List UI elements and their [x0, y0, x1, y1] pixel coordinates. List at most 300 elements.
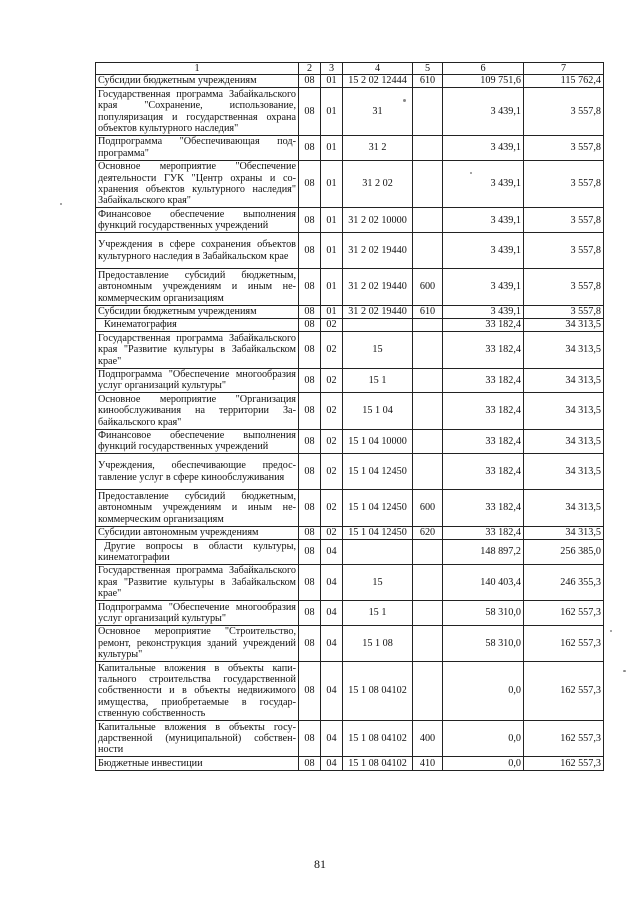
row-subsection-cell	[321, 721, 343, 757]
row-amount-year2-cell	[524, 454, 604, 490]
table-row	[96, 135, 604, 160]
table-row	[96, 601, 604, 626]
row-amount-year2-cell	[524, 625, 604, 661]
row-amount-year2-text: 34 313,5	[565, 466, 601, 478]
row-subsection-cell	[321, 88, 343, 136]
row-section-text: 08	[304, 546, 315, 558]
table-row	[96, 269, 604, 305]
row-name-cell	[96, 564, 299, 600]
row-target-article-text: 15 2 02 12444	[348, 75, 407, 87]
row-expense-type-text: 610	[419, 306, 436, 318]
row-subsection-text: 02	[326, 344, 337, 356]
row-amount-year1-cell	[443, 160, 524, 208]
table-row	[96, 490, 604, 526]
row-subsection-text: 02	[326, 435, 337, 447]
table-row	[96, 208, 604, 233]
row-amount-year1-cell	[443, 233, 524, 269]
row-section-text: 08	[304, 637, 315, 649]
row-section-text: 08	[304, 607, 315, 619]
row-subsection-text: 01	[326, 281, 337, 293]
table-row	[96, 332, 604, 368]
row-amount-year2-text: 34 313,5	[565, 527, 601, 539]
row-section-text: 08	[304, 405, 315, 417]
row-name-text: Учреждения, обеспечивающие предоставление услуг в сфере кинообслуживания	[98, 460, 296, 483]
table-row	[96, 393, 604, 429]
row-section-cell	[299, 305, 321, 318]
row-amount-year1-cell	[443, 601, 524, 626]
row-target-article-cell	[343, 601, 413, 626]
row-subsection-cell	[321, 269, 343, 305]
row-target-article-text: 15 1 04	[362, 405, 393, 417]
table-row	[96, 305, 604, 318]
row-name-text: Предоставление субсидий бюджетным, автономным учреждениям и иным некоммерческим организациям	[98, 269, 296, 304]
row-target-article-cell	[343, 625, 413, 661]
row-subsection-text: 02	[326, 319, 337, 331]
row-target-article-text: 15 1 08 04102	[348, 732, 407, 744]
row-subsection-text: 01	[326, 245, 337, 257]
row-section-cell	[299, 454, 321, 490]
row-amount-year2-text: 3 557,8	[570, 178, 601, 190]
row-subsection-cell	[321, 393, 343, 429]
row-expense-type-text: 620	[419, 527, 436, 539]
row-amount-year1-text: 148 897,2	[480, 546, 521, 558]
table-row	[96, 721, 604, 757]
row-subsection-text: 01	[326, 214, 337, 226]
row-amount-year2-text: 256 385,0	[560, 546, 601, 558]
row-name-text: Финансовое обеспечение выполнения функций государственных учреждений	[98, 208, 296, 232]
row-section-text: 08	[304, 502, 315, 514]
row-amount-year1-cell	[443, 269, 524, 305]
row-section-text: 08	[304, 374, 315, 386]
row-section-cell	[299, 269, 321, 305]
row-amount-year1-cell	[443, 757, 524, 770]
row-target-article-text: 31 2 02 19440	[348, 245, 407, 257]
row-target-article-cell	[343, 662, 413, 721]
row-subsection-cell	[321, 662, 343, 721]
row-amount-year1-cell	[443, 75, 524, 88]
row-section-cell	[299, 368, 321, 393]
row-expense-type-cell	[413, 540, 443, 565]
row-amount-year1-cell	[443, 625, 524, 661]
table-row	[96, 625, 604, 661]
row-subsection-text: 02	[326, 527, 337, 539]
row-subsection-cell	[321, 429, 343, 454]
row-expense-type-cell	[413, 233, 443, 269]
row-amount-year1-text: 3 439,1	[490, 281, 521, 293]
row-target-article-cell	[343, 721, 413, 757]
row-amount-year2-cell	[524, 526, 604, 539]
budget-sheet	[95, 62, 603, 771]
row-amount-year1-text: 0,0	[508, 757, 521, 769]
row-section-text: 08	[304, 576, 315, 588]
row-expense-type-cell	[413, 601, 443, 626]
row-amount-year1-cell	[443, 393, 524, 429]
row-target-article-text: 15 1 04 12450	[348, 466, 407, 478]
row-name-text: Основное мероприятие "Строительство, ремонт, реконструкция зданий учреждений культуры"	[98, 626, 296, 661]
row-target-article-cell	[343, 490, 413, 526]
row-name-text: Подпрограмма "Обеспечивающая подпрограмма"	[98, 136, 296, 159]
row-target-article-text: 15 1 08 04102	[348, 757, 407, 769]
table-row	[96, 75, 604, 88]
row-section-cell	[299, 564, 321, 600]
row-target-article-text: 15 1 04 12450	[348, 527, 407, 539]
row-section-cell	[299, 490, 321, 526]
row-amount-year1-text: 33 182,4	[485, 435, 521, 447]
row-name-cell	[96, 318, 299, 331]
scan-speck	[610, 630, 612, 632]
row-name-cell	[96, 490, 299, 526]
row-amount-year2-text: 34 313,5	[565, 435, 601, 447]
table-row	[96, 526, 604, 539]
row-expense-type-cell	[413, 332, 443, 368]
row-subsection-text: 02	[326, 374, 337, 386]
row-amount-year2-cell	[524, 318, 604, 331]
row-amount-year1-cell	[443, 490, 524, 526]
budget-table	[95, 62, 604, 771]
row-subsection-text: 01	[326, 306, 337, 318]
row-section-text: 08	[304, 527, 315, 539]
row-name-cell	[96, 233, 299, 269]
row-target-article-cell	[343, 135, 413, 160]
row-amount-year2-cell	[524, 75, 604, 88]
row-name-cell	[96, 454, 299, 490]
row-name-text: Государственная программа Забайкальского края "Сохранение, использование, популяризация и государственная охрана объектов культурного наследия"	[98, 88, 296, 135]
row-section-text: 08	[304, 214, 315, 226]
row-subsection-text: 01	[326, 75, 337, 87]
row-section-text: 08	[304, 178, 315, 190]
row-name-text: Подпрограмма "Обеспечение многообразия услуг организаций культуры"	[98, 601, 296, 624]
row-amount-year1-text: 0,0	[508, 732, 521, 744]
row-subsection-cell	[321, 160, 343, 208]
row-section-text: 08	[304, 319, 315, 331]
row-section-cell	[299, 429, 321, 454]
row-expense-type-cell	[413, 490, 443, 526]
row-expense-type-cell	[413, 564, 443, 600]
row-amount-year2-cell	[524, 564, 604, 600]
row-expense-type-cell	[413, 393, 443, 429]
row-amount-year2-text: 34 313,5	[565, 374, 601, 386]
table-row	[96, 429, 604, 454]
row-target-article-text: 15	[372, 576, 383, 588]
row-name-text: Предоставление субсидий бюджетным, автономным учреждениям и иным некоммерческим организациям	[98, 490, 296, 525]
row-section-cell	[299, 135, 321, 160]
row-target-article-cell	[343, 208, 413, 233]
row-section-cell	[299, 233, 321, 269]
row-expense-type-text: 600	[419, 502, 436, 514]
row-subsection-cell	[321, 564, 343, 600]
row-amount-year2-text: 162 557,3	[560, 607, 601, 619]
table-row	[96, 454, 604, 490]
header-col-4: 4	[343, 63, 413, 75]
row-expense-type-cell	[413, 208, 443, 233]
row-section-text: 08	[304, 245, 315, 257]
scan-speck	[470, 172, 472, 174]
row-amount-year1-cell	[443, 429, 524, 454]
row-target-article-text: 15 1 08	[362, 637, 393, 649]
row-subsection-text: 02	[326, 466, 337, 478]
row-section-cell	[299, 75, 321, 88]
row-amount-year2-text: 162 557,3	[560, 757, 601, 769]
row-expense-type-cell	[413, 662, 443, 721]
row-amount-year1-text: 33 182,4	[485, 344, 521, 356]
row-subsection-text: 02	[326, 405, 337, 417]
row-amount-year2-cell	[524, 429, 604, 454]
row-expense-type-cell	[413, 429, 443, 454]
row-section-cell	[299, 601, 321, 626]
table-row	[96, 233, 604, 269]
row-expense-type-text: 400	[419, 732, 436, 744]
row-amount-year2-cell	[524, 490, 604, 526]
row-expense-type-cell	[413, 757, 443, 770]
row-amount-year2-text: 162 557,3	[560, 732, 601, 744]
row-amount-year2-cell	[524, 721, 604, 757]
row-target-article-cell	[343, 368, 413, 393]
row-name-cell	[96, 721, 299, 757]
row-name-text: Учреждения в сфере сохранения объектов культурного наследия в Забайкальском крае	[98, 239, 296, 262]
row-amount-year1-cell	[443, 208, 524, 233]
row-name-cell	[96, 601, 299, 626]
scan-speck	[403, 99, 406, 102]
row-amount-year1-text: 3 439,1	[490, 142, 521, 154]
row-section-cell	[299, 625, 321, 661]
row-amount-year2-cell	[524, 88, 604, 136]
row-target-article-cell	[343, 454, 413, 490]
row-amount-year1-text: 58 310,0	[485, 637, 521, 649]
header-col-5: 5	[413, 63, 443, 75]
row-target-article-text: 15 1	[368, 607, 387, 619]
row-name-cell	[96, 305, 299, 318]
row-amount-year2-text: 3 557,8	[570, 214, 601, 226]
row-target-article-cell	[343, 540, 413, 565]
row-subsection-text: 04	[326, 637, 337, 649]
row-name-text: Основное мероприятие "Организация кинообслуживания на территории Забайкальского края"	[98, 393, 296, 428]
row-amount-year2-cell	[524, 540, 604, 565]
row-target-article-text: 31 2 02 19440	[348, 281, 407, 293]
row-amount-year2-cell	[524, 662, 604, 721]
row-amount-year2-cell	[524, 305, 604, 318]
row-expense-type-cell	[413, 721, 443, 757]
row-section-text: 08	[304, 757, 315, 769]
row-amount-year1-text: 33 182,4	[485, 502, 521, 514]
row-section-text: 08	[304, 105, 315, 117]
row-amount-year1-text: 3 439,1	[490, 105, 521, 117]
row-name-cell	[96, 540, 299, 565]
row-subsection-cell	[321, 318, 343, 331]
row-target-article-cell	[343, 564, 413, 600]
row-section-text: 08	[304, 732, 315, 744]
row-section-cell	[299, 662, 321, 721]
row-amount-year2-text: 115 762,4	[560, 75, 601, 87]
row-amount-year1-cell	[443, 454, 524, 490]
row-name-text: Бюджетные инвестиции	[98, 757, 203, 769]
row-amount-year2-text: 34 313,5	[565, 319, 601, 331]
row-expense-type-cell	[413, 305, 443, 318]
row-name-cell	[96, 368, 299, 393]
row-amount-year2-text: 34 313,5	[565, 344, 601, 356]
row-amount-year2-cell	[524, 269, 604, 305]
row-name-cell	[96, 208, 299, 233]
row-subsection-text: 04	[326, 685, 337, 697]
row-target-article-cell	[343, 526, 413, 539]
row-subsection-cell	[321, 601, 343, 626]
row-subsection-cell	[321, 135, 343, 160]
row-name-text: Капитальные вложения в объекты капитального строительства государственной собственности и в объекты недвижимого имущества, приобретаемые в государственную собственность	[98, 662, 296, 720]
header-col-6: 6	[443, 63, 524, 75]
row-amount-year1-cell	[443, 332, 524, 368]
row-amount-year2-cell	[524, 368, 604, 393]
row-subsection-text: 04	[326, 757, 337, 769]
row-name-cell	[96, 662, 299, 721]
row-subsection-text: 04	[326, 732, 337, 744]
row-section-text: 08	[304, 466, 315, 478]
row-amount-year1-cell	[443, 662, 524, 721]
row-target-article-cell	[343, 429, 413, 454]
row-subsection-cell	[321, 208, 343, 233]
header-col-2: 2	[299, 63, 321, 75]
row-name-text: Субсидии бюджетным учреждениям	[98, 75, 257, 87]
row-section-cell	[299, 757, 321, 770]
row-expense-type-cell	[413, 88, 443, 136]
row-amount-year1-text: 109 751,6	[480, 75, 521, 87]
row-subsection-cell	[321, 454, 343, 490]
row-target-article-cell	[343, 318, 413, 331]
row-amount-year2-cell	[524, 332, 604, 368]
row-amount-year2-cell	[524, 601, 604, 626]
row-amount-year2-text: 3 557,8	[570, 281, 601, 293]
row-name-text: Государственная программа Забайкальского края "Развитие культуры в Забайкальском крае"	[98, 332, 296, 367]
table-row	[96, 662, 604, 721]
row-amount-year2-cell	[524, 757, 604, 770]
row-target-article-cell	[343, 233, 413, 269]
table-row	[96, 88, 604, 136]
row-name-text: Государственная программа Забайкальского края "Развитие культуры в Забайкальском крае"	[98, 565, 296, 600]
row-name-cell	[96, 429, 299, 454]
row-expense-type-cell	[413, 368, 443, 393]
scan-speck	[60, 203, 62, 205]
row-subsection-cell	[321, 332, 343, 368]
row-target-article-cell	[343, 757, 413, 770]
row-target-article-cell	[343, 269, 413, 305]
row-section-cell	[299, 721, 321, 757]
row-name-text: Субсидии бюджетным учреждениям	[98, 306, 257, 318]
row-subsection-cell	[321, 490, 343, 526]
row-amount-year1-cell	[443, 564, 524, 600]
row-amount-year1-text: 58 310,0	[485, 607, 521, 619]
row-name-text: Финансовое обеспечение выполнения функций государственных учреждений	[98, 429, 296, 453]
row-target-article-text: 31 2	[368, 142, 387, 154]
row-amount-year2-text: 162 557,3	[560, 637, 601, 649]
row-amount-year1-text: 3 439,1	[490, 214, 521, 226]
row-amount-year1-cell	[443, 318, 524, 331]
row-target-article-cell	[343, 393, 413, 429]
row-amount-year1-cell	[443, 305, 524, 318]
row-amount-year1-text: 3 439,1	[490, 178, 521, 190]
row-name-cell	[96, 269, 299, 305]
row-amount-year1-text: 3 439,1	[490, 245, 521, 257]
row-section-cell	[299, 208, 321, 233]
row-name-text: Другие вопросы в области культуры, кинематографии	[98, 540, 296, 563]
row-section-cell	[299, 332, 321, 368]
row-amount-year1-text: 140 403,4	[480, 576, 521, 588]
row-amount-year2-text: 246 355,3	[560, 576, 601, 588]
row-name-text: Подпрограмма "Обеспечение многообразия услуг организаций культуры"	[98, 369, 296, 392]
row-amount-year1-text: 0,0	[508, 685, 521, 697]
row-name-cell	[96, 393, 299, 429]
scan-speck	[623, 670, 626, 672]
row-target-article-cell	[343, 332, 413, 368]
row-expense-type-cell	[413, 160, 443, 208]
row-name-cell	[96, 160, 299, 208]
row-subsection-cell	[321, 625, 343, 661]
row-amount-year1-cell	[443, 88, 524, 136]
header-row	[96, 63, 604, 75]
row-subsection-text: 01	[326, 105, 337, 117]
row-amount-year2-cell	[524, 208, 604, 233]
row-section-cell	[299, 160, 321, 208]
row-expense-type-cell	[413, 135, 443, 160]
row-target-article-text: 15 1	[368, 374, 387, 386]
row-name-cell	[96, 135, 299, 160]
row-amount-year1-cell	[443, 368, 524, 393]
row-section-text: 08	[304, 306, 315, 318]
row-subsection-text: 04	[326, 607, 337, 619]
row-amount-year2-cell	[524, 233, 604, 269]
row-amount-year1-text: 33 182,4	[485, 466, 521, 478]
row-amount-year2-text: 3 557,8	[570, 142, 601, 154]
row-target-article-text: 15 1 04 12450	[348, 502, 407, 514]
row-name-cell	[96, 75, 299, 88]
table-row	[96, 318, 604, 331]
row-expense-type-cell	[413, 75, 443, 88]
row-target-article-cell	[343, 75, 413, 88]
row-amount-year2-text: 34 313,5	[565, 405, 601, 417]
table-row	[96, 368, 604, 393]
row-section-cell	[299, 540, 321, 565]
row-target-article-cell	[343, 305, 413, 318]
row-name-cell	[96, 332, 299, 368]
row-amount-year1-text: 33 182,4	[485, 405, 521, 417]
row-name-text: Кинематография	[104, 319, 177, 331]
row-amount-year2-text: 3 557,8	[570, 105, 601, 117]
row-subsection-cell	[321, 757, 343, 770]
page-number: 81	[314, 857, 326, 871]
row-name-text: Капитальные вложения в объекты государственной (муниципальной) собственности	[98, 721, 296, 756]
row-amount-year1-cell	[443, 540, 524, 565]
row-amount-year2-text: 3 557,8	[570, 306, 601, 318]
row-section-text: 08	[304, 435, 315, 447]
table-body	[96, 75, 604, 771]
row-expense-type-cell	[413, 454, 443, 490]
row-expense-type-cell	[413, 625, 443, 661]
row-section-cell	[299, 526, 321, 539]
row-target-article-text: 15	[372, 344, 383, 356]
row-target-article-cell	[343, 160, 413, 208]
row-section-text: 08	[304, 75, 315, 87]
row-expense-type-cell	[413, 318, 443, 331]
row-subsection-text: 04	[326, 576, 337, 588]
row-amount-year1-text: 33 182,4	[485, 527, 521, 539]
row-name-cell	[96, 526, 299, 539]
row-amount-year2-text: 162 557,3	[560, 685, 601, 697]
row-subsection-text: 04	[326, 546, 337, 558]
row-name-cell	[96, 757, 299, 770]
row-subsection-text: 02	[326, 502, 337, 514]
row-name-text: Основное мероприятие "Обеспечение деятельности ГУК "Центр охраны и сохранения объектов культурного наследия" Забайкальского края"	[98, 161, 296, 207]
table-row	[96, 540, 604, 565]
row-name-cell	[96, 625, 299, 661]
row-amount-year2-cell	[524, 160, 604, 208]
row-target-article-text: 15 1 04 10000	[348, 435, 407, 447]
